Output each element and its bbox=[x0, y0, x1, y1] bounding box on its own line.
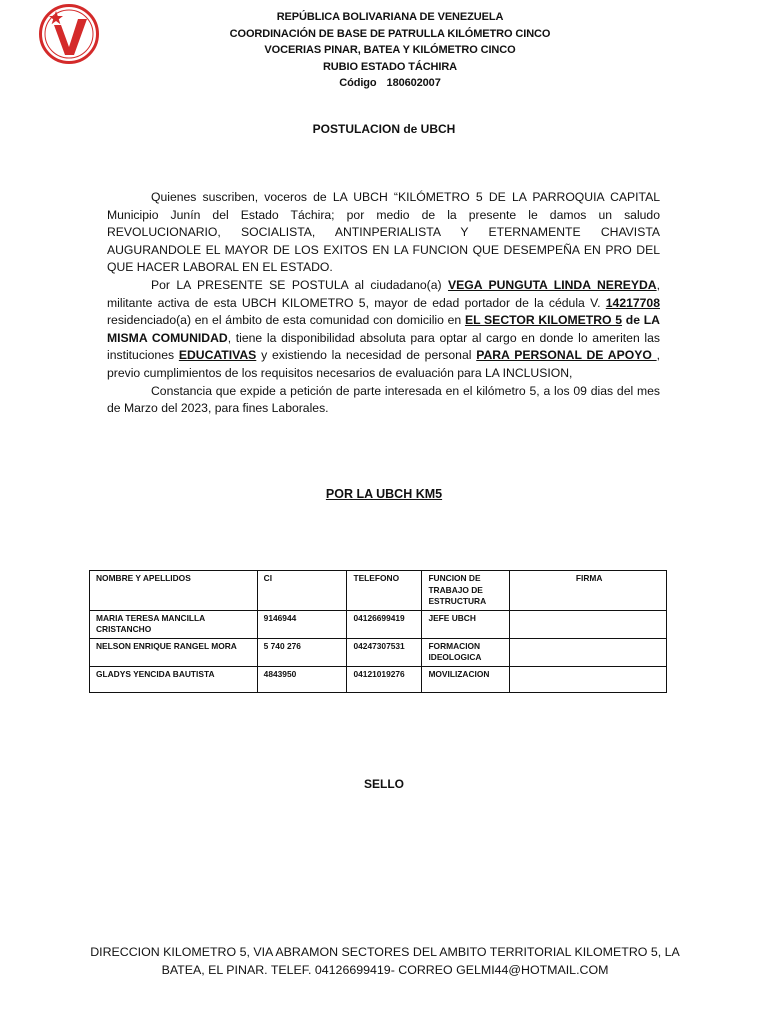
nomination-text: , militante activa de esta UBCH KILOMETRO 5, mayor de edad portador de la cédula V. bbox=[107, 277, 660, 310]
paragraph-constancia: Constancia que expide a petición de parte interesada en el kilómetro 5, a los 09 dias del mes de Marzo del 2023, para fines Laborales. bbox=[107, 383, 660, 416]
cell-function: MOVILIZACION bbox=[422, 666, 510, 692]
signatories-heading: POR LA UBCH KM5 bbox=[325, 487, 443, 501]
document-footer: DIRECCION KILOMETRO 5, VIA ABRAMON SECTORES DEL AMBITO TERRITORIAL KILOMETRO 5, LA BATEA, EL PINAR. TELEF. 04126699419- CORREO GELMI44@HOTMAIL.COM bbox=[90, 945, 680, 977]
cell-ci: 5 740 276 bbox=[257, 638, 347, 666]
cell-phone: 04126699419 bbox=[347, 610, 422, 638]
cell-signature bbox=[510, 610, 667, 638]
table-header-row bbox=[90, 571, 667, 611]
cell-phone: 04247307531 bbox=[347, 638, 422, 666]
column-header: TELEFONO bbox=[347, 571, 422, 611]
header-line-2: COORDINACIÓN DE BASE DE PATRULLA KILÓMETRO CINCO bbox=[229, 27, 551, 40]
candidate-sector: EL SECTOR KILOMETRO 5 bbox=[464, 313, 623, 328]
cell-name: NELSON ENRIQUE RANGEL MORA bbox=[90, 638, 258, 666]
table-row bbox=[90, 666, 667, 692]
candidate-ci: 14217708 bbox=[605, 295, 660, 310]
nomination-text: residenciado(a) en el ámbito de esta comunidad con domicilio en bbox=[107, 313, 465, 328]
column-header: CI bbox=[257, 571, 347, 611]
psuv-logo-icon bbox=[38, 3, 100, 65]
column-header: FIRMA bbox=[510, 571, 667, 611]
cell-name: GLADYS YENCIDA BAUTISTA bbox=[90, 666, 258, 692]
nomination-text: Por LA PRESENTE SE POSTULA al ciudadano(a) bbox=[151, 277, 448, 292]
cell-function: FORMACION IDEOLOGICA bbox=[422, 638, 510, 666]
candidate-name: VEGA PUNGUTA LINDA NEREYDA bbox=[447, 277, 657, 292]
nomination-text: , previo cumplimientos de los requisitos necesarios de evaluación para LA INCLUSION, bbox=[107, 348, 660, 380]
position-type: PARA PERSONAL DE APOYO bbox=[476, 348, 657, 363]
header-line-1: REPÚBLICA BOLIVARIANA DE VENEZUELA bbox=[276, 11, 504, 23]
paragraph-nomination bbox=[107, 277, 660, 383]
seal-label: SELLO bbox=[363, 777, 404, 791]
table-row bbox=[90, 610, 667, 638]
paragraph-greeting: Quienes suscriben, voceros de LA UBCH “KILÓMETRO 5 DE LA PARROQUIA CAPITAL Municipio Junín del Estado Táchira; por medio de la presente le damos un saludo REVOLUCIONARIO, SOCIALISTA, ANTINPERIALISTA Y ETERNAMENTE CHAVISTA AUGURANDOLE EL MAYOR DE LOS EXITOS EN LA FUNCION QUE DESEMPEÑA EN PRO DEL QUE HACER LABORAL EN EL ESTADO. bbox=[107, 190, 660, 275]
document-header bbox=[140, 9, 640, 92]
nomination-text: , tiene la disponibilidad absoluta para optar al cargo en donde lo ameriten las instituciones bbox=[107, 330, 660, 363]
community-text: de LA MISMA COMUNIDAD bbox=[107, 313, 660, 345]
code-label: Código bbox=[339, 77, 377, 89]
code-value: 180602007 bbox=[386, 77, 441, 89]
table-row bbox=[90, 638, 667, 666]
cell-signature bbox=[510, 666, 667, 692]
letter-body bbox=[107, 189, 660, 418]
cell-signature bbox=[510, 638, 667, 666]
header-line-4: RUBIO ESTADO TÁCHIRA bbox=[322, 60, 458, 73]
cell-function: JEFE UBCH bbox=[422, 610, 510, 638]
cell-name: MARIA TERESA MANCILLA CRISTANCHO bbox=[90, 610, 258, 638]
cell-ci: 4843950 bbox=[257, 666, 347, 692]
cell-ci: 9146944 bbox=[257, 610, 347, 638]
signatories-table bbox=[89, 570, 667, 693]
institution-type: EDUCATIVAS bbox=[178, 348, 257, 363]
column-header: NOMBRE Y APELLIDOS bbox=[90, 571, 258, 611]
header-line-3: VOCERIAS PINAR, BATEA Y KILÓMETRO CINCO bbox=[264, 44, 516, 56]
document-title: POSTULACION de UBCH bbox=[312, 122, 456, 136]
header-code bbox=[140, 75, 640, 92]
cell-phone: 04121019276 bbox=[347, 666, 422, 692]
column-header: FUNCION DE TRABAJO DE ESTRUCTURA bbox=[422, 571, 510, 611]
nomination-text: y existiendo la necesidad de personal bbox=[256, 348, 477, 363]
